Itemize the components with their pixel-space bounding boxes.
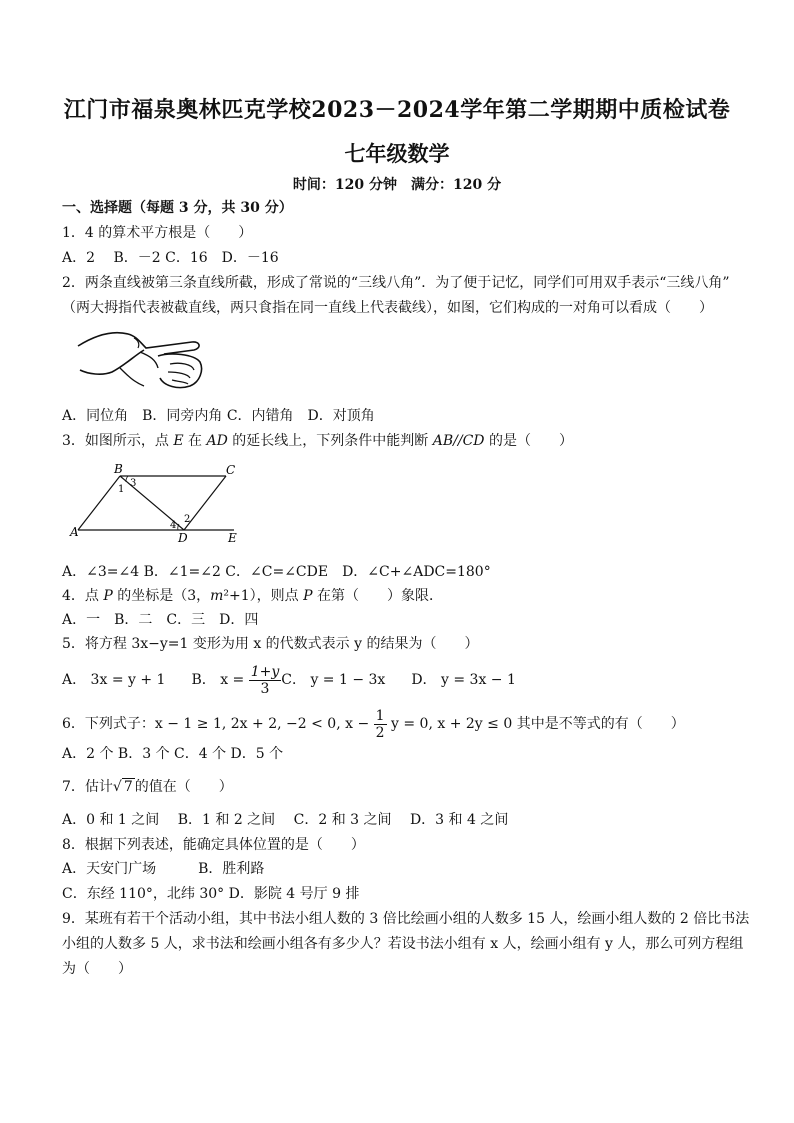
q2-options: A．同位角 B．同旁内角 C．内错角 D．对顶角 — [62, 408, 375, 424]
q6-fraction: $\frac{1}{2}$ — [375, 707, 385, 741]
q8-stem: 8．根据下列表述，能确定具体位置的是（ ） — [62, 837, 365, 853]
q4-options: A．一 B．二 C．三 D．四 — [62, 612, 259, 628]
q2-stem-line1: 2．两条直线被第三条直线所截，形成了常说的“三线八角”．为了便于记忆，同学们可用双手表示“三线八角” — [62, 275, 730, 291]
q4-stem: 4．点 P 的坐标是（3，m²+1），则点 P 在第（ ）象限． — [62, 588, 443, 604]
q1-stem: 1．4 的算术平方根是（ ） — [62, 225, 253, 241]
exam-title: 江门市福泉奥林匹克学校2023－2024学年第二学期期中质检试卷 — [63, 97, 731, 123]
q1-options: A．2 B．－2 C．16 D．－16 — [62, 250, 279, 266]
q8-options-cd: C．东经 110°，北纬 30° D．影院 4 号厅 9 排 — [62, 886, 360, 902]
q7-radicand: 7 — [123, 779, 133, 795]
q2-stem-line2: （两大拇指代表被截直线，两只食指在同一直线上代表截线），如图，它们构成的一对角可以看成（ ） — [62, 300, 713, 316]
q6-options: A．2 个 B．3 个 C．4 个 D．5 个 — [62, 746, 284, 762]
q9-line3: 为（ ） — [62, 961, 132, 977]
angle-2: 2 — [184, 514, 191, 525]
hands-figure — [74, 326, 208, 398]
exam-meta: 时间：120 分钟 满分：120 分 — [292, 177, 502, 193]
q7-options: A．0 和 1 之间 B．1 和 2 之间 C．2 和 3 之间 D．3 和 4 之间 — [62, 812, 509, 828]
q5-options: A． 3x = y + 1 B． x = $\frac{1+y}{3}$ C． y = 1 − 3x D． y = 3x − 1 — [62, 663, 516, 697]
q3-stem: 3．如图所示，点 E 在 AD 的延长线上，下列条件中能判断 AB//CD 的是（ ） — [62, 433, 573, 449]
label-d: D — [178, 531, 188, 544]
angle-3: 3 — [130, 478, 137, 489]
q5-stem: 5．将方程 3x−y=1 变形为用 x 的代数式表示 y 的结果为（ ） — [62, 636, 479, 652]
q6-stem: 6．下列式子：x − 1 ≥ 1, 2x + 2, −2 < 0, x − $\frac{1}{2}$ y = 0, x + 2y ≤ 0 其中是不等式的有（ ） — [62, 707, 685, 741]
q8-options-ab: A．天安门广场 B．胜利路 — [62, 861, 265, 877]
label-b: B — [114, 462, 123, 476]
label-a: A — [70, 525, 79, 539]
q9-line1: 9．某班有若干个活动小组，其中书法小组人数的 3 倍比绘画小组的人数多 15 人，绘画小组人数的 2 倍比书法 — [62, 911, 750, 927]
angle-1: 1 — [118, 484, 125, 495]
q9-line2: 小组的人数多 5 人，求书法和绘画小组各有多少人？若设书法小组有 x 人，绘画小组有 y 人，那么可列方程组 — [62, 936, 744, 952]
parallelogram-figure — [66, 460, 250, 544]
label-c: C — [226, 463, 236, 477]
label-e: E — [228, 531, 237, 544]
q7-stem: 7．估计√ 7 的值在（ ） — [62, 779, 233, 795]
exam-subtitle: 七年级数学 — [344, 141, 450, 166]
section-heading: 一、选择题（每题 3 分，共 30 分） — [62, 200, 293, 216]
q5-fraction: $\frac{1+y}{3}$ — [250, 663, 280, 697]
angle-4: 4 — [170, 520, 177, 531]
q3-options: A．∠3=∠4 B．∠1=∠2 C．∠C=∠CDE D．∠C+∠ADC=180° — [62, 564, 491, 580]
